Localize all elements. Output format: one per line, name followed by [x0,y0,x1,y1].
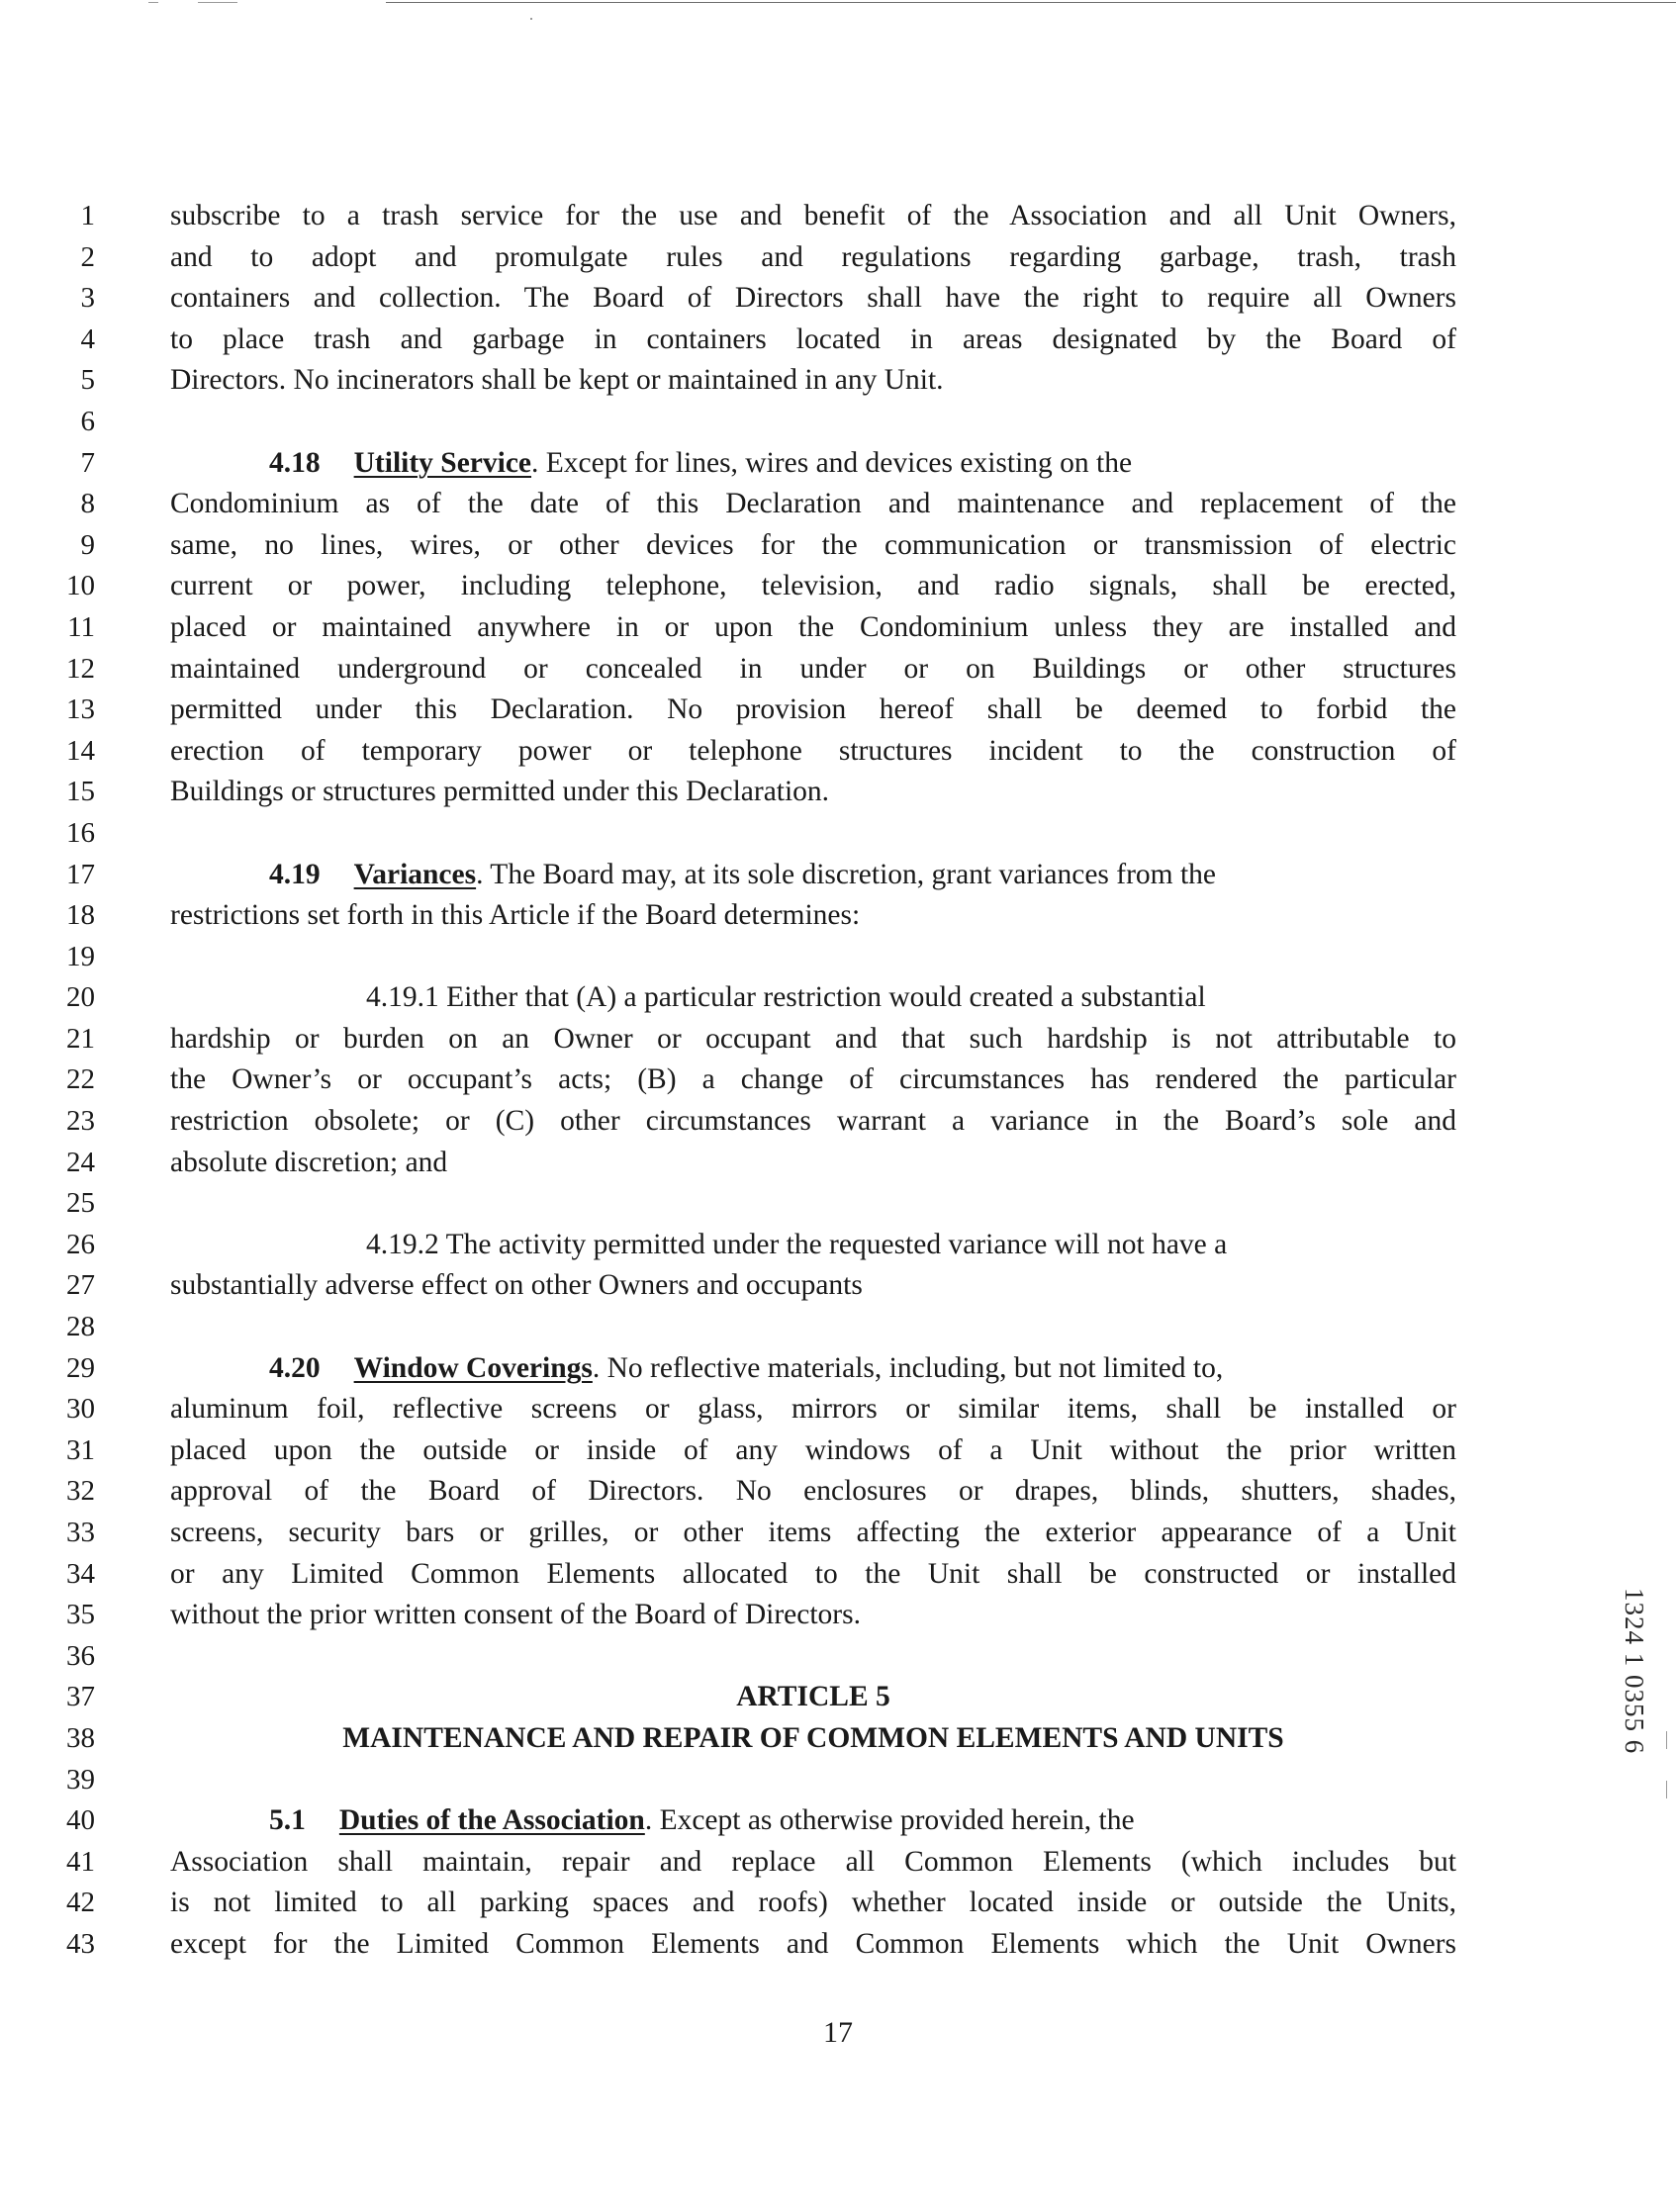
line-number: 42 [66,1887,95,1919]
text-line: Buildings or structures permitted under this Declaration. [170,776,830,808]
line-number: 43 [66,1927,95,1960]
section-title: Duties of the Association [338,1804,645,1837]
text-line: approval of the Board of Directors. No enclosures or drapes, blinds, shutters, shades, [170,1475,1456,1508]
text-line: absolute discretion; and [170,1146,448,1178]
line-number: 10 [66,570,95,602]
section-text: . The Board may, at its sole discretion, grant variances from the [476,858,1217,890]
scan-mark [1666,1781,1667,1798]
text-line: hardship or burden on an Owner or occupant and that such hardship is not attributable to [170,1022,1456,1055]
text-line: and to adopt and promulgate rules and regulations regarding garbage, trash, trash [170,240,1456,273]
line-number: 17 [66,858,95,890]
blank-line [170,1307,1456,1348]
section-title: Window Coverings [353,1351,593,1384]
text-line: placed upon the outside or inside of any windows of a Unit without the prior written [170,1433,1456,1466]
blank-line [170,813,1456,855]
line-number: 30 [66,1393,95,1426]
section-5-1-heading-line [170,1800,1456,1842]
blank-line [170,1760,1456,1801]
text-line: Condominium as of the date of this Declaration and maintenance and replacement of the [170,488,1456,520]
line-number: 18 [66,899,95,932]
text-line: restrictions set forth in this Article if the Board determines: [170,899,861,932]
line-number: 1 [80,200,95,231]
line-number: 19 [66,940,95,972]
line-number: 21 [66,1022,95,1055]
text-line: aluminum foil, reflective screens or glass, mirrors or similar items, shall be installed or [170,1393,1456,1426]
line-number: 4 [80,323,95,355]
section-4-18-heading-line [170,443,1456,485]
line-number: 14 [66,734,95,767]
line-number: 11 [67,610,95,643]
article-number: ARTICLE 5 [736,1681,890,1713]
section-4-20-heading-line [170,1348,1456,1390]
line-number: 15 [66,776,95,808]
line-number-column [40,196,95,1966]
line-number: 7 [80,446,95,479]
text-line: without the prior written consent of the Board of Directors. [170,1599,861,1631]
article-title: MAINTENANCE AND REPAIR OF COMMON ELEMENTS AND UNITS [342,1721,1284,1754]
text-line: the Owner’s or occupant’s acts; (B) a change of circumstances has rendered the particular [170,1063,1456,1096]
line-number: 12 [66,652,95,685]
text-line: or any Limited Common Elements allocated to the Unit shall be constructed or installed [170,1557,1456,1590]
blank-line [170,402,1456,443]
text-line: except for the Limited Common Elements and Common Elements which the Unit Owners [170,1927,1456,1960]
line-number: 34 [66,1557,95,1590]
text-line: restriction obsolete; or (C) other circumstances warrant a variance in the Board’s sole and [170,1105,1456,1138]
line-number: 5 [80,364,95,397]
line-number: 38 [66,1721,95,1754]
line-number: 13 [66,693,95,726]
subsection-4-19-2-line: 4.19.2 The activity permitted under the requested variance will not have a [366,1228,1228,1260]
line-number: 9 [80,528,95,561]
section-4-19-heading-line [170,855,1456,896]
line-number: 37 [66,1681,95,1713]
subsection-4-19-1-line: 4.19.1 Either that (A) a particular restriction would created a substantial [366,981,1206,1014]
line-number: 6 [80,405,95,437]
scan-mark [148,2,158,3]
line-number: 32 [66,1475,95,1508]
text-line: placed or maintained anywhere in or upon the Condominium unless they are installed and [170,610,1456,643]
text-line: subscribe to a trash service for the use and benefit of the Association and all Unit Owners, [170,200,1456,231]
text-line: Directors. No incinerators shall be kept or maintained in any Unit. [170,364,944,397]
text-line: current or power, including telephone, television, and radio signals, shall be erected, [170,570,1456,602]
recording-stamp: 1324 1 0355 6 [1620,1588,1649,1755]
section-number: 4.18 [269,446,321,479]
line-number: 23 [66,1105,95,1138]
line-number: 27 [66,1269,95,1302]
scan-speck [530,18,532,20]
section-number: 5.1 [269,1804,306,1837]
blank-line [170,1636,1456,1678]
line-number: 8 [80,488,95,520]
document-body [170,196,1456,1966]
text-line: is not limited to all parking spaces and roofs) whether located inside or outside the Units, [170,1887,1456,1919]
blank-line [170,937,1456,978]
page-number: 17 [823,2016,853,2049]
line-number: 35 [66,1599,95,1631]
line-number: 24 [66,1146,95,1178]
line-number: 2 [80,240,95,273]
section-number: 4.20 [269,1351,321,1384]
line-number: 20 [66,981,95,1014]
text-line: same, no lines, wires, or other devices for the communication or transmission of electric [170,528,1456,561]
section-text: . Except for lines, wires and devices existing on the [531,446,1133,479]
text-line: erection of temporary power or telephone structures incident to the construction of [170,734,1456,767]
line-number: 41 [66,1845,95,1878]
line-number: 3 [80,282,95,315]
line-number: 33 [66,1517,95,1548]
section-title: Variances [353,858,477,890]
line-number: 28 [66,1311,95,1343]
line-number: 31 [66,1433,95,1466]
blank-line [170,1183,1456,1225]
text-line: Association shall maintain, repair and replace all Common Elements (which includes but [170,1845,1456,1878]
text-line: containers and collection. The Board of Directors shall have the right to require all Owners [170,282,1456,315]
section-text: . Except as otherwise provided herein, the [644,1804,1135,1837]
line-number: 26 [66,1228,95,1260]
section-title: Utility Service [353,446,532,479]
line-number: 40 [66,1804,95,1837]
line-number: 25 [66,1187,95,1220]
text-line: screens, security bars or grilles, or other items affecting the exterior appearance of a Unit [170,1517,1456,1548]
text-line: maintained underground or concealed in under or on Buildings or other structures [170,652,1456,685]
text-line: permitted under this Declaration. No provision hereof shall be deemed to forbid the [170,693,1456,726]
line-number: 16 [66,816,95,849]
line-number: 36 [66,1639,95,1672]
line-number: 29 [66,1351,95,1384]
top-border-line [386,2,1676,3]
text-line: to place trash and garbage in containers located in areas designated by the Board of [170,323,1456,355]
line-number: 39 [66,1763,95,1796]
section-number: 4.19 [269,858,321,890]
section-text: . No reflective materials, including, but not limited to, [592,1351,1224,1384]
scan-mark [1666,1731,1667,1749]
text-line: substantially adverse effect on other Owners and occupants [170,1269,863,1302]
scan-mark [198,2,237,3]
line-number: 22 [66,1063,95,1096]
